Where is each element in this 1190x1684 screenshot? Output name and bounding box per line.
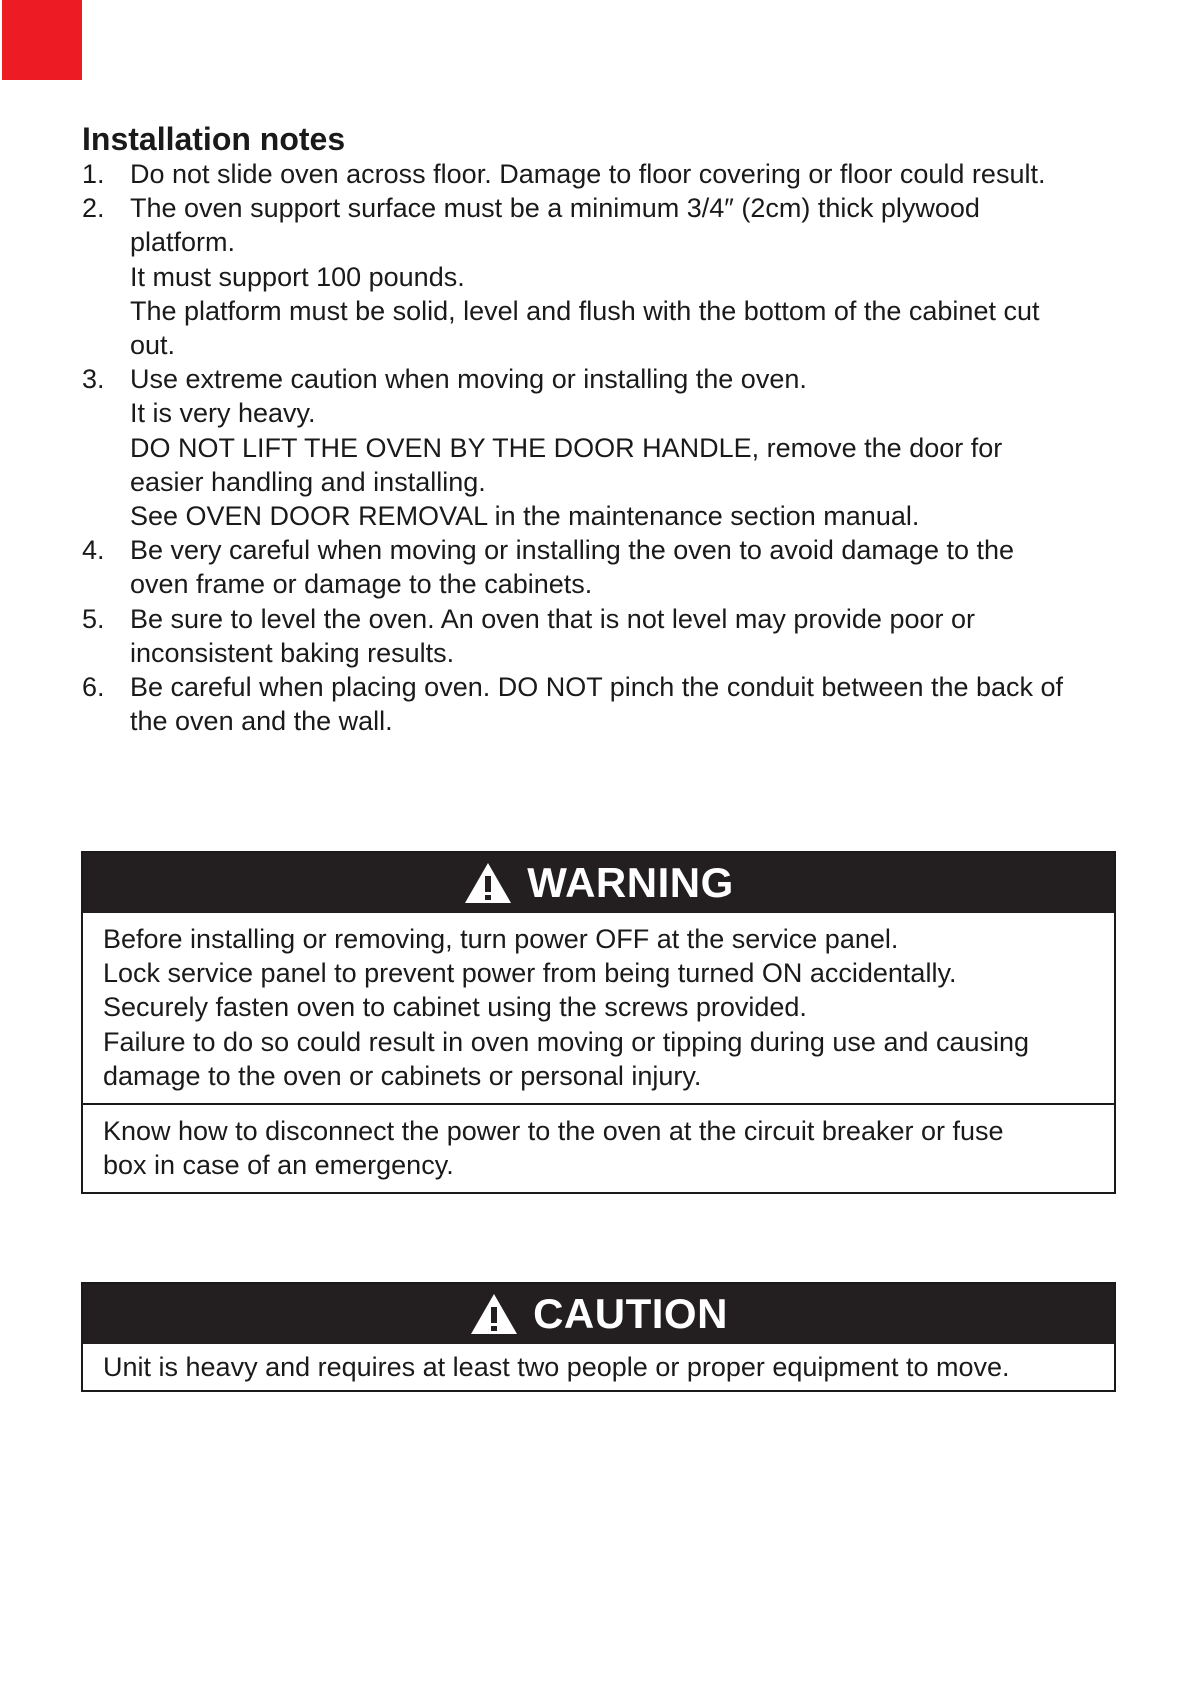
- warning-heading: WARNING: [527, 859, 734, 906]
- note-line: It must support 100 pounds.: [130, 261, 465, 292]
- note-item: [82, 533, 1122, 601]
- note-line: the oven and the wall.: [130, 706, 393, 737]
- note-line: The oven support surface must be a minimum 3/4″ (2cm) thick plywood: [130, 193, 980, 224]
- note-line: DO NOT LIFT THE OVEN BY THE DOOR HANDLE, remove the door for: [130, 432, 1003, 463]
- note-number: 3.: [82, 364, 105, 395]
- note-number: 5.: [82, 603, 105, 634]
- warning-line: Know how to disconnect the power to the oven at the circuit breaker or fuse: [103, 1116, 1004, 1147]
- warning-section-main: [83, 913, 1114, 1103]
- corner-color-tab: [2, 0, 82, 80]
- note-item: [82, 602, 1122, 670]
- note-line: platform.: [130, 227, 236, 258]
- warning-triangle-icon: [469, 1292, 519, 1336]
- note-line: Do not slide oven across floor. Damage to floor covering or floor could result.: [130, 159, 1046, 189]
- caution-heading: CAUTION: [533, 1290, 728, 1337]
- note-line: It is very heavy.: [130, 398, 316, 429]
- warning-line: Lock service panel to prevent power from being turned ON accidentally.: [103, 958, 957, 989]
- warning-line: Failure to do so could result in oven moving or tipping during use and causing: [103, 1026, 1030, 1057]
- note-line: oven frame or damage to the cabinets.: [130, 569, 593, 600]
- warning-line: Securely fasten oven to cabinet using the screws provided.: [103, 992, 807, 1023]
- installation-notes-title: Installation notes: [82, 121, 346, 157]
- caution-line: Unit is heavy and requires at least two people or proper equipment to move.: [103, 1352, 1010, 1382]
- note-number: 1.: [82, 159, 105, 189]
- note-line: Be careful when placing oven. DO NOT pinch the conduit between the back of: [130, 672, 1064, 703]
- note-item: [82, 670, 1122, 738]
- caution-box: [81, 1282, 1116, 1392]
- caution-section: [83, 1344, 1114, 1390]
- note-line: inconsistent baking results.: [130, 637, 455, 668]
- warning-section-emergency: [83, 1103, 1114, 1192]
- warning-triangle-icon: [463, 861, 513, 905]
- note-item: [82, 157, 1122, 191]
- warning-line: Before installing or removing, turn power OFF at the service panel.: [103, 924, 899, 954]
- warning-box: [81, 851, 1116, 1194]
- warning-line: damage to the oven or cabinets or personal injury.: [103, 1060, 702, 1091]
- installation-notes-list: [82, 157, 1122, 738]
- note-line: easier handling and installing.: [130, 466, 486, 497]
- note-number: 6.: [82, 672, 105, 703]
- caution-header: [83, 1284, 1114, 1344]
- note-line: Be very careful when moving or installing the oven to avoid damage to the: [130, 535, 1015, 566]
- note-line: Use extreme caution when moving or installing the oven.: [130, 364, 807, 395]
- warning-line: box in case of an emergency.: [103, 1150, 454, 1181]
- note-line: See OVEN DOOR REMOVAL in the maintenance section manual.: [130, 501, 920, 532]
- note-item: [82, 362, 1122, 533]
- note-line: Be sure to level the oven. An oven that is not level may provide poor or: [130, 603, 975, 634]
- note-number: 4.: [82, 535, 105, 566]
- note-line: out.: [130, 330, 176, 361]
- note-item: [82, 191, 1122, 362]
- warning-header: [83, 853, 1114, 913]
- note-line: The platform must be solid, level and flush with the bottom of the cabinet cut: [130, 295, 1040, 326]
- note-number: 2.: [82, 193, 105, 224]
